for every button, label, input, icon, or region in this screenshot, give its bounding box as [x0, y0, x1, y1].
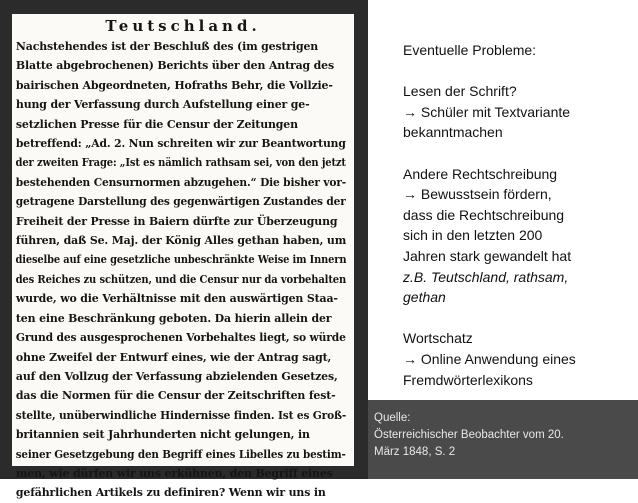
source-caption [368, 400, 638, 479]
vocabulary-line-1: Wortschatz [403, 330, 473, 347]
scan-line: ten eine Beschränkung geboten. Da hierin allein der [15, 310, 332, 325]
scan-line: bestehenden Censurnormen abzugehen.“ Die bisher vor- [15, 174, 347, 189]
scan-line: stellte, unüberwindliche Hindernisse finden. Ist es Groß- [15, 407, 347, 422]
scan-line: Nachstehendes ist der Beschluß des (im gestrigen [15, 39, 319, 53]
notes-panel [368, 0, 638, 400]
scan-line: getragene Darstellung des gegenwärtigen Zustandes der [15, 194, 346, 209]
reading-paragraph [403, 81, 633, 143]
scan-line: auf den Vollzug der Verfassung abzielenden Gesetzes, [15, 368, 338, 383]
newspaper-scan [12, 14, 354, 500]
reading-line-2: → Schüler mit Textvariante [403, 103, 571, 120]
spelling-line-2: → Bewusstsein fördern, [403, 186, 552, 203]
scan-line: men, wie dürfen wir uns erkühnen, den Begriff eines [15, 465, 333, 480]
source-title: Österreichischer Beobachter vom 20. [374, 429, 564, 441]
vocabulary-paragraph [403, 328, 633, 390]
scan-line: gefährlichen Artikels zu definiren? Wenn wir uns in [15, 485, 326, 500]
scan-line: der zweiten Frage: „Ist es nämlich rathsam sei, von den jetzt [15, 155, 346, 170]
scan-line: Grund des ausgesprochenen Vorbehaltes liegt, so würde [15, 330, 346, 345]
vocabulary-line-2: → Online Anwendung eines [403, 350, 576, 367]
scan-line: ohne Zweifel der Entwurf eines, wie der Antrag sagt, [15, 349, 332, 364]
scan-line: Freiheit der Presse in Baiern dürfte zur Überzeugung [15, 213, 338, 228]
spelling-line-1: Andere Rechtschreibung [403, 165, 558, 182]
reading-line-1: Lesen der Schrift? [403, 83, 517, 100]
spelling-example-1: z.B. Teutschland, rathsam, [403, 268, 569, 285]
spelling-line-3: dass die Rechtschreibung [403, 206, 565, 223]
spelling-paragraph [403, 164, 633, 308]
scan-line: Blatte abgebrochenen) Berichts über den Antrag des [15, 58, 334, 73]
reading-line-3: bekanntmachen [403, 124, 503, 141]
scan-text [12, 37, 354, 503]
spelling-example-2: gethan [403, 289, 446, 306]
scan-line: führen, daß Se. Maj. der König Alles gethan haben, um [15, 233, 347, 248]
scan-line: hung der Verfassung durch Aufstellung einer ge- [15, 97, 310, 112]
spelling-line-4: sich in den letzten 200 [403, 227, 543, 244]
scan-line: bairischen Abgeordneten, Hofraths Behr, die Vollzie- [15, 77, 333, 92]
source-date: März 1848, S. 2 [374, 446, 456, 458]
vocabulary-line-3: Fremdwörterlexikons [403, 371, 533, 388]
notes-text [403, 40, 633, 411]
spelling-line-5: Jahren stark gewandelt hat [403, 247, 572, 264]
scan-heading: Teutschland. [105, 17, 261, 35]
scan-line: des Reiches zu schützen, und die Censur nur da vorbehalten [15, 271, 347, 286]
scan-line: setzlichen Presse für die Censur der Zeitungen [15, 116, 298, 131]
scan-line: britannien seit Jahrhunderten nicht gelungen, in [15, 427, 310, 442]
source-caption-text [374, 410, 564, 461]
scan-line: das die Normen für die Censur der Zeitschriften fest- [15, 388, 336, 403]
source-label: Quelle: [374, 412, 411, 424]
problems-heading: Eventuelle Probleme: [403, 42, 537, 58]
scan-line: wurde, wo die Verhältnisse mit den auswärtigen Staa- [15, 291, 338, 306]
scan-line: dieselbe auf eine gesetzliche unbeschränkte Weise im Innern [15, 252, 347, 267]
scan-line: betreffend: „Ad. 2. Nun schreiten wir zur Beantwortung [15, 136, 346, 151]
scan-line: seiner Gesetzgebung den Begriff eines Libelles zu bestim- [15, 446, 346, 461]
problems-heading-paragraph [403, 40, 633, 61]
